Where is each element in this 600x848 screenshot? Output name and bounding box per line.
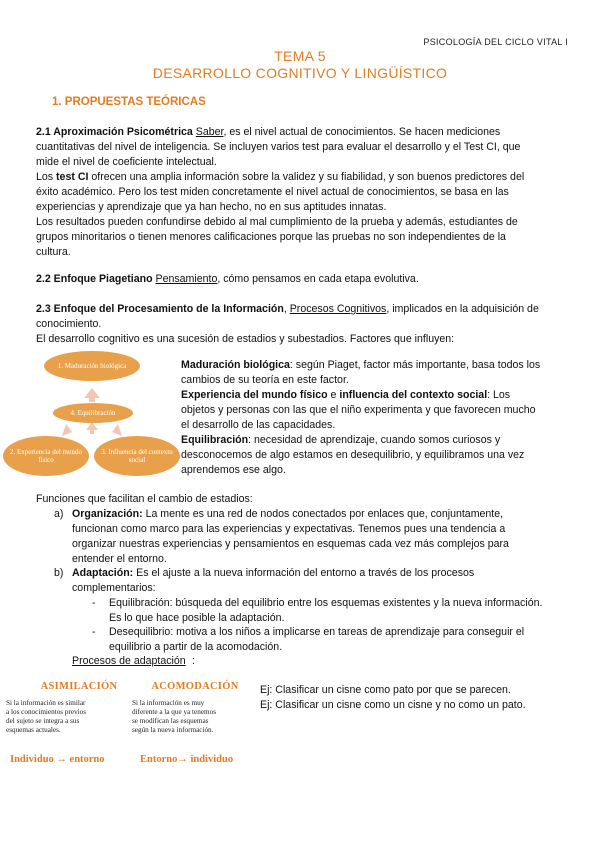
s21-label: 2.1 Aproximación Psicométrica [36, 126, 193, 138]
item-organizacion: Organización: La mente es una red de nodos conectados por enlaces que, conjuntamente, funcionan como marco para las experiencias y expectativas. Tenemos pues una tendencia a organizar nuestras experiencias y pensamientos en esquemas cada vez más complejos para entender el entorno. [72, 508, 509, 565]
s22-label: 2.2 Enfoque Piagetiano [36, 273, 153, 285]
s21-line3: mide el nivel de coeficiente intelectual. [36, 156, 217, 168]
section-2-2 [36, 272, 570, 287]
s23-label: 2.3 Enfoque del Procesamiento de la Información [36, 303, 284, 315]
s21-term: Saber [195, 126, 224, 138]
s23-term: Procesos Cognitivos [289, 303, 387, 315]
dash-2: - [92, 626, 96, 638]
item-adaptacion: Adaptación: Es el ajuste a la nueva información del entorno a través de los procesos complementarios: [72, 567, 475, 594]
s23-line3: El desarrollo cognitivo es una sucesión de estadios y subestadios. Factores que influyen: [36, 333, 455, 345]
footer-entorno-individuo: Entorno→ individuo [140, 754, 234, 765]
acomodacion-text: Si la información es muy diferente a la que ya tenemos se modifican las esquemas según la nueva información. [132, 699, 217, 734]
factor-maduracion: Maduración biológica: según Piaget, factor más importante, basa todos los [181, 359, 541, 371]
factor-equilibracion-cont1: desconocemos de algo estamos en desequilibrio, y equilibramos una vez [181, 449, 525, 461]
header-acomodacion: ACOMODACIÓN [151, 681, 239, 692]
node-equilibracion: 4. Equilibración [53, 403, 133, 423]
factor-equilibracion: Equilibración: necesidad de aprendizaje, cuando somos curiosos y [181, 434, 501, 446]
course-header: PSICOLOGÍA DEL CICLO VITAL I [423, 37, 568, 47]
section-heading: 1. PROPUESTAS TEÓRICAS [52, 96, 206, 108]
processes-colon: : [192, 655, 195, 667]
footer-individuo-entorno: Individuo → entorno [10, 754, 105, 765]
arrow-up-2 [86, 422, 98, 434]
processes-label: Procesos de adaptación [72, 655, 186, 667]
item-desequilibrio: Desequilibrio: motiva a los niños a implicarse en tareas de aprendizaje para conseguir el equilibrio a partir de la acomodación. [109, 626, 525, 653]
factor-experiencia-cont1: objetos y personas con las que el niño experimenta y que favorecen mucho [181, 404, 536, 416]
s22-rest: , cómo pensamos en cada etapa evolutiva. [217, 273, 419, 285]
mark-b: b) [54, 567, 64, 579]
factor-equilibracion-cont2: aprendemos ese algo. [181, 464, 286, 476]
s23-line2: conocimiento. [36, 318, 102, 330]
factor-experiencia: Experiencia del mundo físico e influencia del contexto social: Los [181, 389, 511, 401]
node-maduracion: 1. Maduración biológica [44, 351, 140, 381]
arrow-up-1 [84, 388, 100, 402]
s21-line1: , es el nivel actual de conocimientos. Se hacen mediciones [223, 126, 501, 138]
factors-diagram [0, 348, 178, 478]
s23-rest: , implicados en la adquisición de [386, 303, 539, 315]
arrow-left [62, 424, 72, 436]
factor-experiencia-cont2: el desarrollo de las capacidades. [181, 419, 336, 431]
asimilacion-text: Si la información es similar a los conocimientos previos del sujeto se integra a sus esquemas actuales. [6, 699, 87, 734]
example-asimilacion: Ej: Clasificar un cisne como pato por que se parecen. [260, 684, 511, 696]
dash-1: - [92, 597, 96, 609]
section-2-1 [36, 125, 570, 260]
topic-title: DESARROLLO COGNITIVO Y LINGÜÍSTICO [152, 65, 448, 81]
header-asimilacion: ASIMILACIÓN [40, 681, 118, 692]
arrow-right [112, 424, 122, 436]
mark-a: a) [54, 508, 64, 520]
s21-line5: éxito académico. Pero los test miden concretamente el nivel actual de conocimientos, se basa en las [36, 186, 509, 198]
node-contexto: 3. Influencia del contexto social [94, 436, 180, 476]
factor-maduracion-cont: cambios de su teoría en este factor. [181, 374, 349, 386]
s21-line6: experiencias y aprendizaje que ya han hecho, no en sus aptitudes innatas. [36, 201, 387, 213]
s21-line9: cultura. [36, 246, 71, 258]
s21-line2: cuantitativas del nivel de inteligencia. Se incluyen varios test para evaluar el desarrollo y el Test CI, que [36, 141, 521, 153]
topic-number: TEMA 5 [274, 48, 326, 64]
s21-line4: Los test CI ofrecen una amplia información sobre la validez y su fiabilidad, y son buenos predictores del [36, 171, 525, 183]
s21-line8: grupos minoritarios o tienen menores calificaciones porque las pruebas no son independientes de la [36, 231, 506, 243]
s21-line7: Los resultados pueden confundirse debido al mal cumplimiento de la prueba y además, estudiantes de [36, 216, 518, 228]
factors-text [181, 358, 576, 478]
section-2-3: 2.3 Enfoque del Procesamiento de la Información, Procesos Cognitivos, implicados en la adquisición de conocimiento. El desarrollo cognitivo es una sucesión de estadios y subestadios. Factores que influyen: [36, 302, 570, 347]
item-equilibracion: Equilibración: búsqueda del equilibrio entre los esquemas existentes y la nueva información. Es lo que hace posible la adaptación. [109, 597, 543, 624]
example-acomodacion: Ej: Clasificar un cisne como un cisne y no como un pato. [260, 699, 526, 711]
node-experiencia: 2. Experiencia del mundo físico [3, 436, 89, 476]
functions-intro: Funciones que facilitan el cambio de estadios: [36, 493, 253, 505]
s22-term: Pensamiento [155, 273, 218, 285]
